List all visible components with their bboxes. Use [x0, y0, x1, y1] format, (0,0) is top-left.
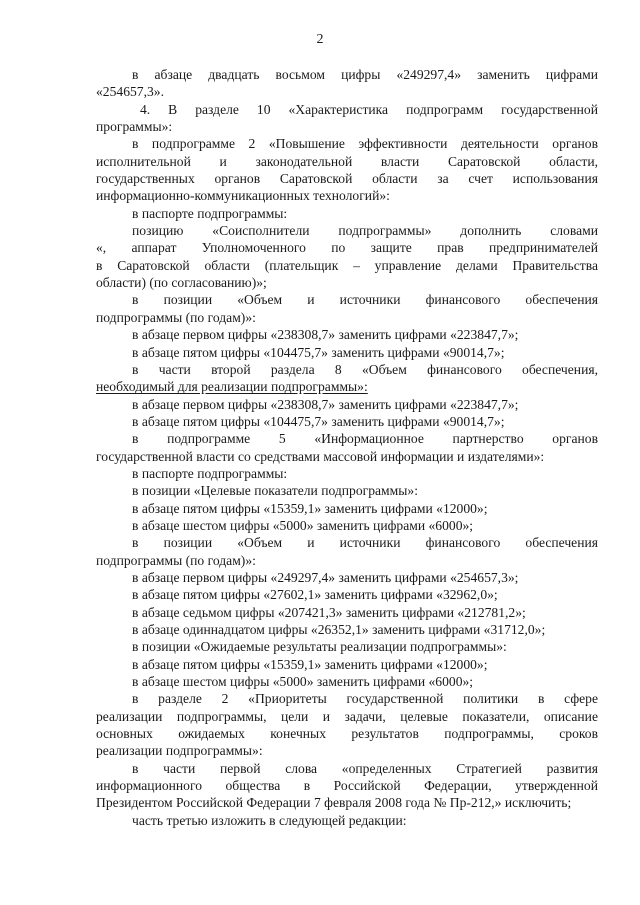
text-line	[96, 638, 598, 655]
text-line	[96, 777, 598, 794]
text-line-content: в позиции «Объем и источники финансового обеспечения	[132, 535, 598, 551]
text-line	[96, 760, 598, 777]
text-line-content: 4. В разделе 10 «Характеристика подпрограмм государственной	[140, 101, 598, 117]
text-line	[96, 812, 598, 829]
text-line	[96, 396, 598, 413]
text-line-content: в части первой слова «определенных Стратегией развития	[132, 760, 598, 776]
text-line-content: информационно-коммуникационных технологий»:	[96, 188, 390, 204]
text-line-content: в подпрограмме 5 «Информационное партнерство органов	[132, 431, 598, 447]
text-line	[96, 708, 598, 725]
text-line-content: в абзаце шестом цифры «5000» заменить цифрами «6000»;	[132, 674, 474, 690]
text-line	[96, 239, 598, 256]
text-line-content: Президентом Российской Федерации 7 февраля 2008 года № Пр-212,» исключить;	[96, 795, 572, 811]
text-line-content: государственной власти со средствами массовой информации и издателями»:	[96, 448, 545, 464]
text-line-content: в абзаце пятом цифры «104475,7» заменить цифрами «90014,7»;	[132, 413, 505, 429]
text-line	[96, 430, 598, 447]
text-line-content: в абзаце пятом цифры «27602,1» заменить цифрами «32962,0»;	[132, 587, 498, 603]
text-line	[96, 118, 598, 135]
text-line	[96, 742, 598, 759]
text-line	[96, 586, 598, 603]
text-line-content: в абзаце пятом цифры «104475,7» заменить цифрами «90014,7»;	[132, 344, 505, 360]
text-line-content: необходимый для реализации подпрограммы»:	[96, 379, 368, 395]
text-line-content: в позиции «Ожидаемые результаты реализации подпрограммы»:	[132, 639, 507, 655]
text-line	[96, 413, 598, 430]
text-line	[96, 673, 598, 690]
text-line	[96, 517, 598, 534]
text-line-content: «, аппарат Уполномоченного по защите прав предпринимателей	[96, 240, 598, 256]
text-line-content: в абзаце одиннадцатом цифры «26352,1» заменить цифрами «31712,0»;	[132, 622, 546, 637]
text-line	[96, 656, 598, 673]
text-line	[96, 291, 598, 308]
text-line	[96, 378, 598, 395]
text-line	[96, 222, 598, 239]
text-line-content: подпрограммы (по годам)»:	[96, 309, 256, 325]
text-line	[96, 309, 598, 326]
text-line-content: в абзаце шестом цифры «5000» заменить цифрами «6000»;	[132, 517, 474, 533]
text-line	[96, 344, 598, 361]
text-line	[96, 534, 598, 551]
text-line-content: исполнительной и законодательной власти Саратовской области,	[96, 153, 598, 169]
text-line	[96, 482, 598, 499]
text-line-content: в абзаце седьмом цифры «207421,3» заменить цифрами «212781,2»;	[132, 604, 526, 620]
text-line-content: «254657,3».	[96, 84, 164, 100]
text-line-content: в абзаце первом цифры «249297,4» заменить цифрами «254657,3»;	[132, 569, 519, 585]
text-line	[96, 170, 598, 187]
text-line-content: часть третью изложить в следующей редакции:	[132, 812, 407, 828]
text-line	[96, 500, 598, 517]
text-line	[96, 725, 598, 742]
text-line-content: в подпрограмме 2 «Повышение эффективности деятельности органов	[132, 136, 598, 152]
text-line-content: в абзаце пятом цифры «15359,1» заменить цифрами «12000»;	[132, 500, 488, 516]
text-line-content: в абзаце пятом цифры «15359,1» заменить цифрами «12000»;	[132, 656, 488, 672]
text-line	[96, 794, 598, 811]
text-line-content: подпрограммы (по годам)»:	[96, 552, 256, 568]
text-line-content: в паспорте подпрограммы:	[132, 205, 288, 221]
text-line	[96, 153, 598, 170]
text-line	[96, 83, 598, 100]
text-line-content: программы»:	[96, 119, 173, 135]
text-line	[96, 135, 598, 152]
text-line-content: информационного общества в Российской Федерации, утвержденной	[96, 778, 598, 794]
text-line-content: в абзаце двадцать восьмом цифры «249297,4» заменить цифрами	[132, 67, 598, 82]
text-line	[96, 257, 598, 274]
text-line	[96, 569, 598, 586]
text-line	[96, 621, 598, 638]
text-line	[96, 552, 598, 569]
text-line	[96, 274, 598, 291]
text-line-content: в позиции «Объем и источники финансового обеспечения	[132, 292, 598, 308]
document-body	[96, 66, 598, 829]
text-line	[96, 326, 598, 343]
page-number: 2	[316, 32, 324, 47]
text-line-content: области) (по согласованию)»;	[96, 275, 267, 291]
text-line	[96, 448, 598, 465]
text-line-content: в Саратовской области (плательщик – управление делами Правительства	[96, 257, 598, 273]
text-line-content: реализации подпрограммы, цели и задачи, целевые показатели, описание	[96, 708, 598, 724]
text-line	[96, 604, 598, 621]
text-line	[96, 101, 598, 118]
text-line-content: в абзаце первом цифры «238308,7» заменить цифрами «223847,7»;	[132, 327, 519, 343]
text-line-content: в паспорте подпрограммы:	[132, 465, 288, 481]
text-line-content: в разделе 2 «Приоритеты государственной политики в сфере	[132, 691, 598, 707]
text-line	[96, 66, 598, 83]
text-line	[96, 187, 598, 204]
text-line-content: основных ожидаемых конечных результатов подпрограммы, сроков	[96, 726, 598, 742]
text-line	[96, 205, 598, 222]
text-line	[96, 690, 598, 707]
text-line-content: в части второй раздела 8 «Объем финансового обеспечения,	[132, 361, 598, 377]
text-line-content: в абзаце первом цифры «238308,7» заменить цифрами «223847,7»;	[132, 396, 519, 412]
text-line	[96, 465, 598, 482]
text-line-content: в позиции «Целевые показатели подпрограммы»:	[132, 483, 418, 499]
text-line-content: позицию «Соисполнители подпрограммы» дополнить словами	[132, 223, 598, 239]
text-line-content: реализации подпрограммы»:	[96, 743, 263, 759]
text-line-content: государственных органов Саратовской области за счет использования	[96, 171, 598, 187]
text-line	[96, 361, 598, 378]
